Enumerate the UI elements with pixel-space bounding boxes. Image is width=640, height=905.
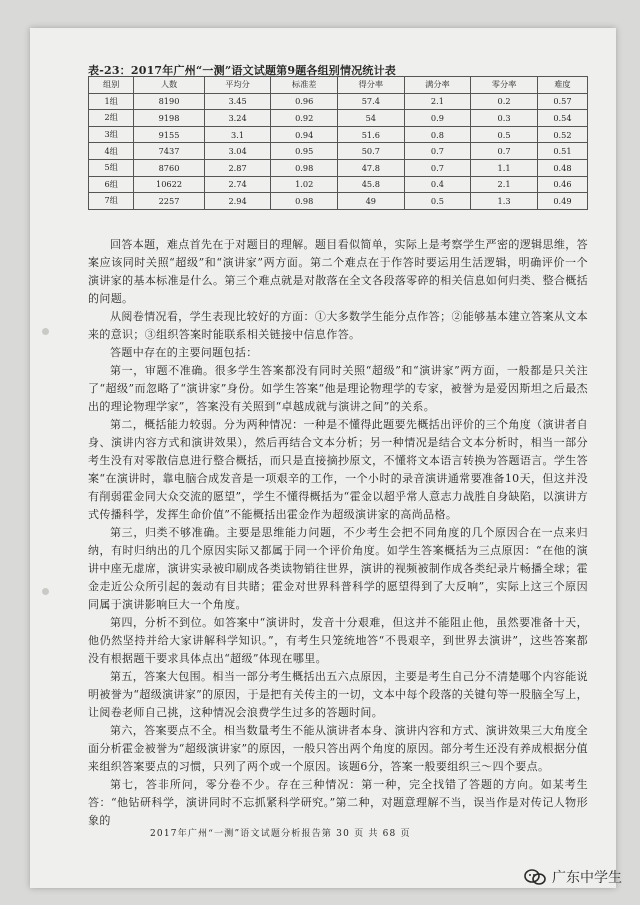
column-header: 平均分 [204,77,271,94]
table-cell: 0.9 [404,110,471,127]
paragraph: 第二，概括能力较弱。分为两种情况：一种是不懂得此题要先概括出评价的三个角度（演讲者自身、演讲内容方式和演讲效果），然后再结合文本分析；另一种情况是结合文本分析时，相当一部分考生没有对零散信息进行整合概括，而只是直接摘抄原文，不懂将文本语言转换为答题语言。学生答案“在演讲时，靠电脑合成发音是一项艰辛的工作，一个小时的录音演讲通常要准备10天，但这并没有削弱霍金同大众交流的愿望”，学生不懂得概括为“霍金以超乎常人意志力战胜自身缺陷，以演讲方式传播科学，发挥生命价值”不能概括出霍金作为超级演讲家的高尚品格。 [88,418,588,521]
table-cell: 8760 [134,159,204,176]
paragraph: 第一，审题不准确。很多学生答案都没有同时关照“超级”和“演讲家”两方面，一般都是只关注了“超级”而忽略了“演讲家”身份。如学生答案“他是理论物理学的专家，被誉为是爱因斯坦之后最杰出的理论物理学家”，答案没有关照到“卓越成就与演讲之间”的关系。 [88,364,588,413]
table-title: 表-23：2017年广州“一测”语文试题第9题各组别情况统计表 [88,64,396,77]
table-cell: 2.1 [404,93,471,110]
table-cell: 50.7 [338,143,405,160]
table-cell: 9155 [134,126,204,143]
table-cell: 7组 [89,193,134,210]
table-cell: 0.2 [471,93,538,110]
table-cell: 5组 [89,159,134,176]
column-header: 人数 [134,77,204,94]
paragraph: 回答本题，难点首先在于对题目的理解。题目看似简单，实际上是考察学生严密的逻辑思维，答案应该同时关照“超级”和“演讲家”两方面。第二个难点在于作答时要运用生活逻辑，明确评价一个演讲家的基本标准是什么。第三个难点就是对散落在全文各段落零碎的相关信息如何归类、整合概括的问题。 [88,238,588,305]
table-cell: 0.98 [271,159,338,176]
table-cell: 1.1 [471,159,538,176]
punch-hole [42,588,49,595]
paragraph: 答题中存在的主要问题包括： [110,346,258,359]
table-cell: 2.94 [204,193,271,210]
column-header: 得分率 [338,77,405,94]
table-cell: 1.02 [271,176,338,193]
table-row [89,176,588,193]
table-cell: 45.8 [338,176,405,193]
table-cell: 2.74 [204,176,271,193]
table-cell: 3.24 [204,110,271,127]
table-cell: 0.48 [537,159,587,176]
table-cell: 0.7 [471,143,538,160]
table-cell: 0.46 [537,176,587,193]
table-cell: 57.4 [338,93,405,110]
table-cell: 0.57 [537,93,587,110]
table-cell: 2.1 [471,176,538,193]
table-row [89,110,588,127]
statistics-table [88,76,588,210]
watermark [524,867,622,887]
wechat-channel-icon [524,868,546,886]
analysis-text [88,236,588,830]
table-cell: 7437 [134,143,204,160]
table-cell: 0.96 [271,93,338,110]
table-cell: 0.94 [271,126,338,143]
watermark-text: 广东中学生 [552,870,622,886]
table-row [89,193,588,210]
table-cell: 10622 [134,176,204,193]
table-cell: 0.4 [404,176,471,193]
table-cell: 3.45 [204,93,271,110]
table-cell: 49 [338,193,405,210]
table-cell: 1.3 [471,193,538,210]
table-row [89,93,588,110]
table-cell: 2组 [89,110,134,127]
table-cell: 47.8 [338,159,405,176]
table-cell: 0.92 [271,110,338,127]
table-cell: 0.7 [404,159,471,176]
column-header: 组别 [89,77,134,94]
table-cell: 9198 [134,110,204,127]
table-cell: 0.52 [537,126,587,143]
table-cell: 1组 [89,93,134,110]
table-row [89,126,588,143]
table-cell: 8190 [134,93,204,110]
table-header-row [89,77,588,94]
column-header: 零分率 [471,77,538,94]
table-cell: 0.98 [271,193,338,210]
page-footer: 2017年广州“一测”语文试题分析报告第 30 页 共 68 页 [150,829,411,839]
paragraph: 第三，归类不够准确。主要是思维能力问题，不少考生会把不同角度的几个原因合在一点来归纳，有时归纳出的几个原因实际又都属于同一个评价角度。如学生答案概括为三点原因：“在他的演讲中座无虚席，演讲实录被印刷成各类读物销往世界，演讲的视频被制作成各类纪录片畅播全球；霍金走近公众所引起的轰动有目共睹；霍金对世界科普科学的愿望得到了大反响”，实际上这三个原因同属于演讲影响巨大一个角度。 [88,526,588,611]
paragraph: 从阅卷情况看，学生表现比较好的方面：①大多数学生能分点作答；②能够基本建立答案从文本来的意识；③组织答案时能联系相关链接中信息作答。 [88,310,588,341]
table-cell: 0.8 [404,126,471,143]
column-header: 满分率 [404,77,471,94]
paragraph: 第七，答非所问，零分卷不少。存在三种情况：第一种，完全找错了答题的方向。如某考生答：“他钻研科学，演讲同时不忘抓紧科学研究。”第二种，对题意理解不当，误当作是对传记人物形象的 [88,778,588,827]
table-cell: 3.1 [204,126,271,143]
table-cell: 54 [338,110,405,127]
paragraph: 第六，答案要点不全。相当数量考生不能从演讲者本身、演讲内容和方式、演讲效果三大角度全面分析霍金被誉为“超级演讲家”的原因，一般只答出两个角度的原因。部分考生还没有养成根据分值来组织答案要点的习惯，只列了两个或一个原因。该题6分，答案一般要组织三～四个要点。 [88,724,588,773]
table-cell: 0.3 [471,110,538,127]
table-cell: 0.95 [271,143,338,160]
paragraph: 第五，答案大包围。相当一部分考生概括出五六点原因，主要是考生自己分不清楚哪个内容能说明被誉为“超级演讲家”的原因，于是把有关传主的一切，文本中每个段落的关键句等一股脑全写上，让阅卷老师自己挑，这种情况会浪费学生过多的答题时间。 [88,670,588,719]
punch-hole [42,328,49,335]
table-row [89,159,588,176]
column-header: 难度 [537,77,587,94]
paragraph: 第四，分析不到位。如答案中“演讲时，发音十分艰难，但这并不能阻止他，虽然要准备十天，他仍然坚持并给大家讲解科学知识。”，有考生只笼统地答“不畏艰辛，到世界去演讲”，这些答案都没有根据题干要求具体点出“超级”体现在哪里。 [88,616,588,665]
table-body [89,93,588,209]
table-cell: 6组 [89,176,134,193]
table-cell: 0.5 [471,126,538,143]
table-cell: 0.51 [537,143,587,160]
table-cell: 3.04 [204,143,271,160]
table-cell: 0.54 [537,110,587,127]
table-cell: 2.87 [204,159,271,176]
table-cell: 0.7 [404,143,471,160]
table-cell: 0.49 [537,193,587,210]
table-cell: 51.6 [338,126,405,143]
table-cell: 4组 [89,143,134,160]
table-cell: 0.5 [404,193,471,210]
table-cell: 2257 [134,193,204,210]
table-cell: 3组 [89,126,134,143]
table-row [89,143,588,160]
column-header: 标准差 [271,77,338,94]
